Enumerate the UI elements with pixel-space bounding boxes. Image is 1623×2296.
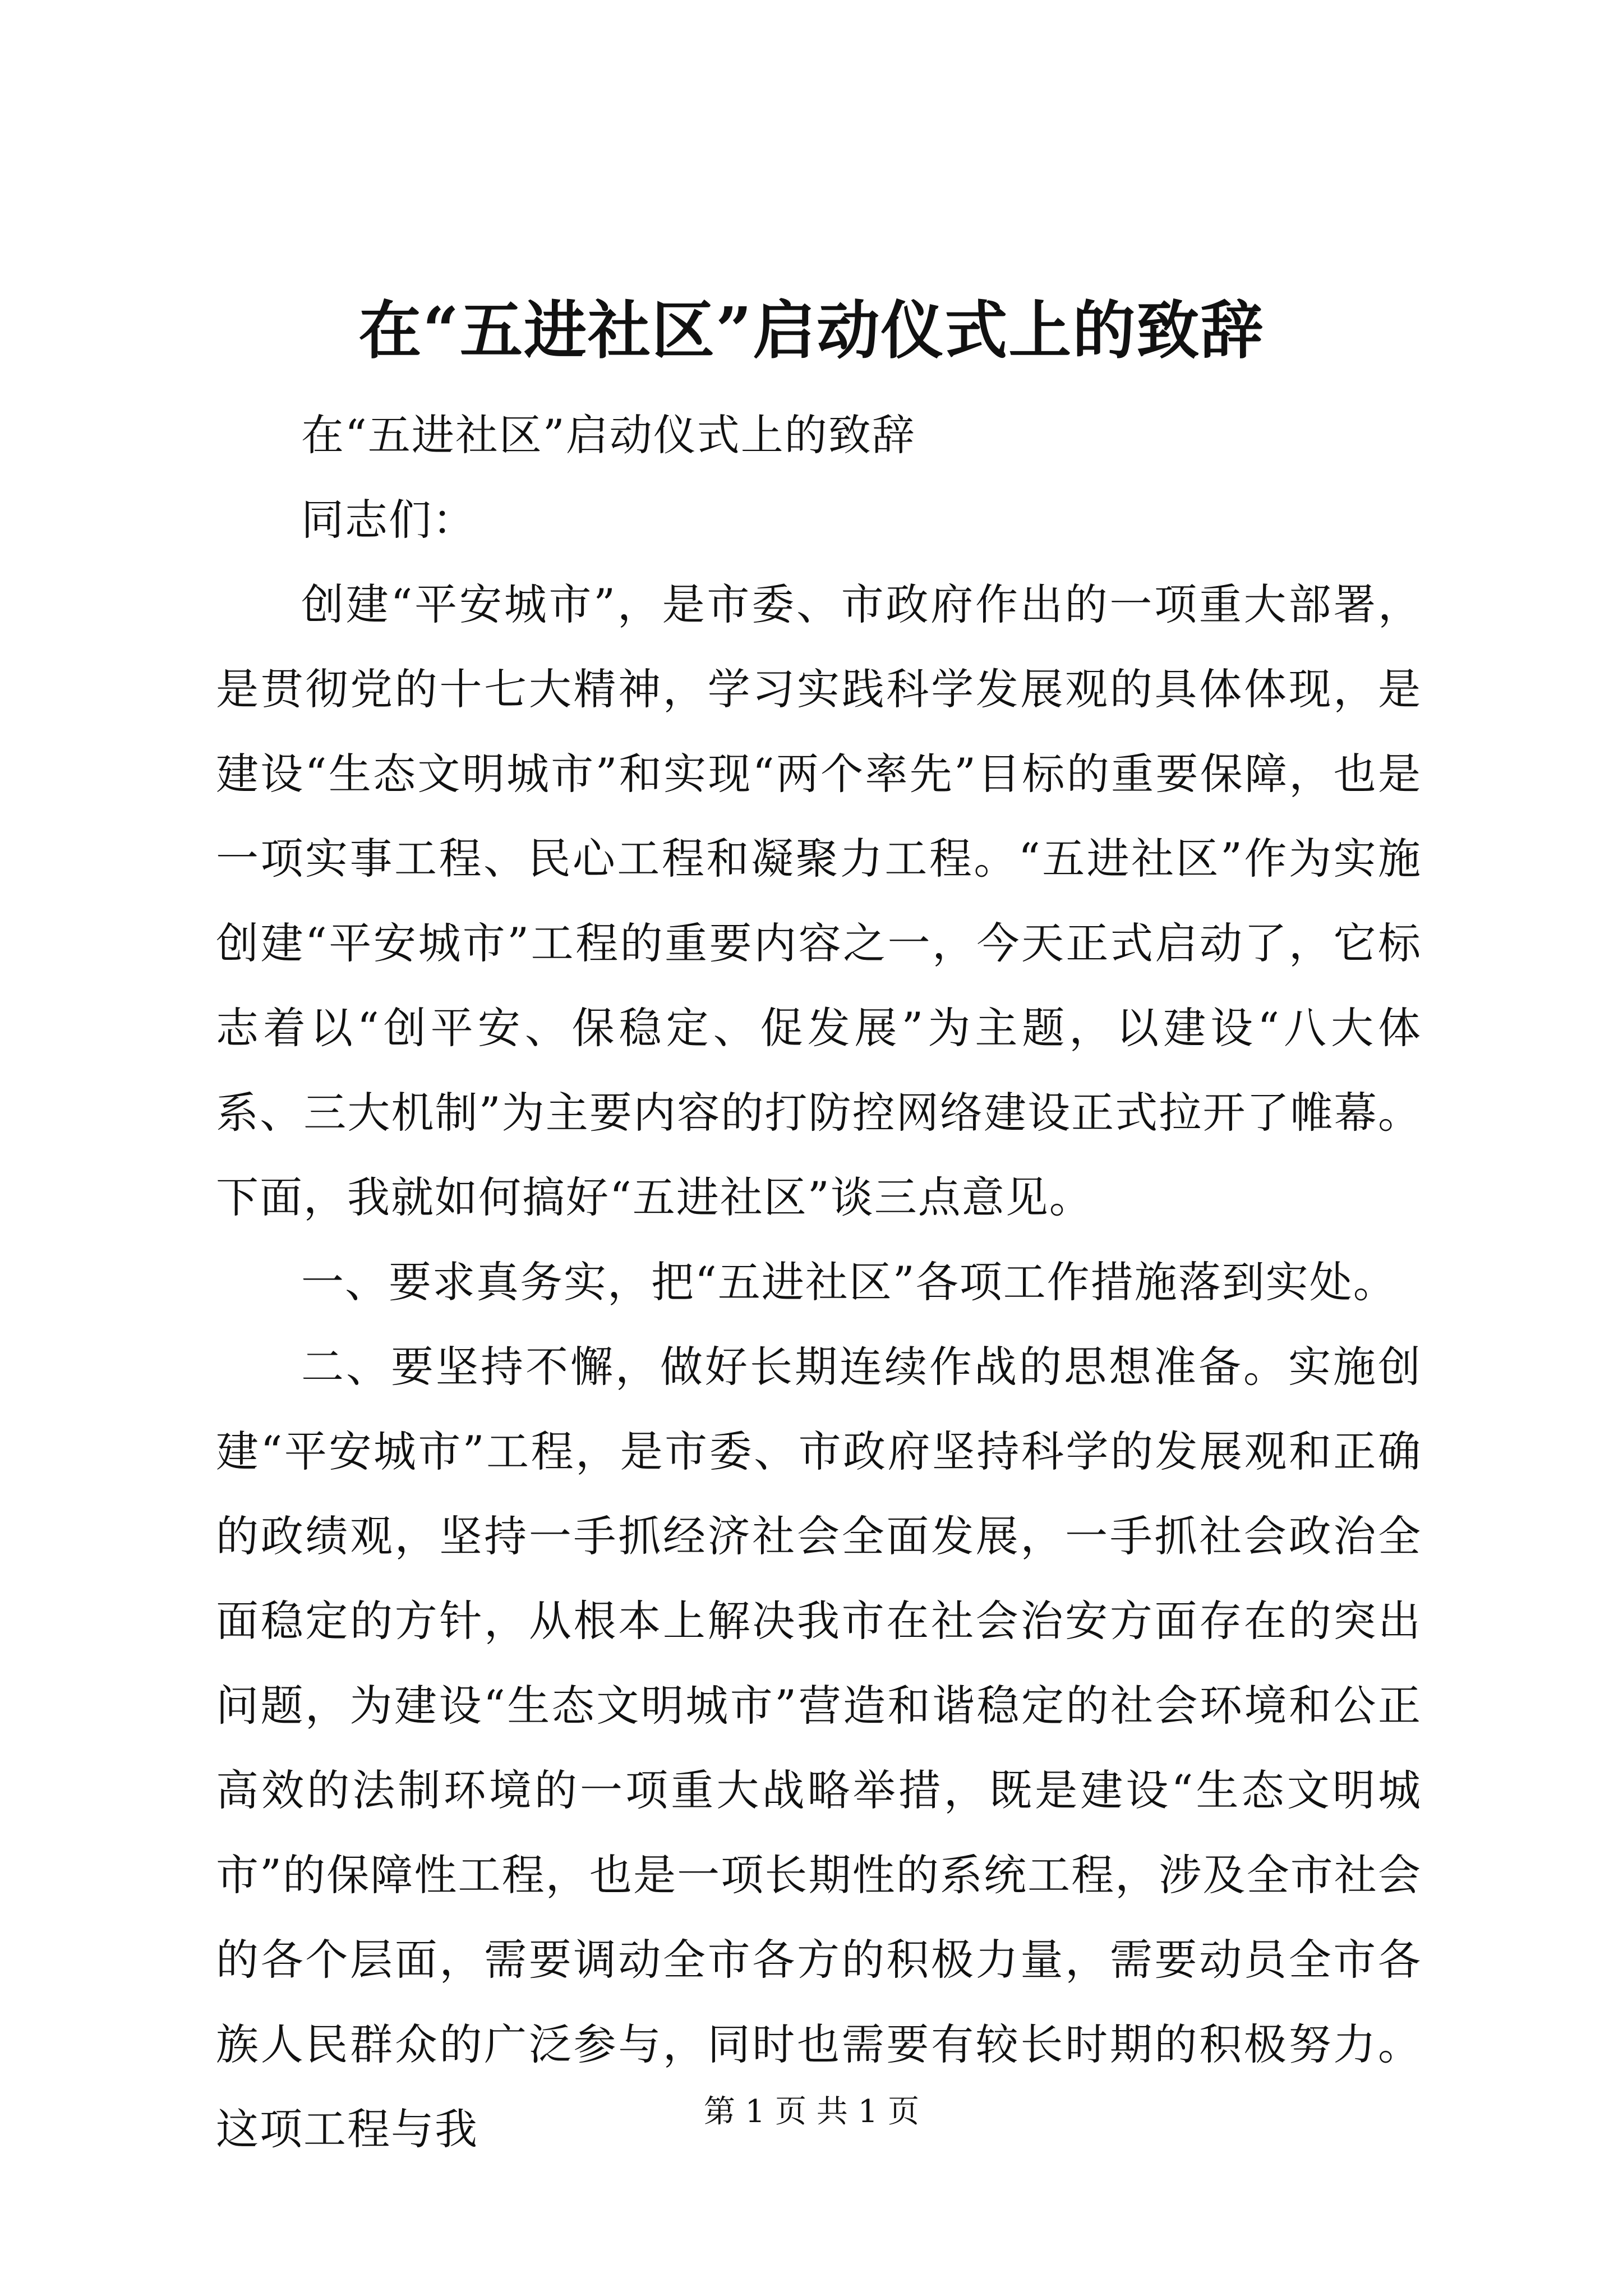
paragraph-point-two: 二、要坚持不懈，做好长期连续作战的思想准备。实施创建“平安城市”工程，是市委、市政府坚持科学的发展观和正确的政绩观，坚持一手抓经济社会全面发展，一手抓社会政治全面稳定的方针，从根本上解决我市在社会治安方面存在的突出问题，为建设“生态文明城市”营造和谐稳定的社会环境和公正高效的法制环境的一项重大战略举措，既是建设“生态文明城市”的保障性工程，也是一项长期性的系统工程，涉及全市社会的各个层面，需要调动全市各方的积极力量，需要动员全市各族人民群众的广泛参与，同时也需要有较长时期的积极努力。这项工程与我	[216, 1342, 1422, 2154]
paragraph-point-one: 一、要求真务实，把“五进社区”各项工作措施落到实处。	[301, 1257, 1397, 1307]
paragraph-subtitle: 在“五进社区”启动仪式上的致辞	[301, 410, 916, 460]
document-body	[216, 393, 1422, 2171]
paragraph-intro: 创建“平安城市”，是市委、市政府作出的一项重大部署，是贯彻党的十七大精神，学习实践科学发展观的具体体现，是建设“生态文明城市”和实现“两个率先”目标的重要保障，也是一项实事工程、民心工程和凝聚力工程。“五进社区”作为实施创建“平安城市”工程的重要内容之一，今天正式启动了，它标志着以“创平安、保稳定、促发展”为主题，以建设“八大体系、三大机制”为主要内容的打防控网络建设正式拉开了帷幕。下面，我就如何搞好“五进社区”谈三点意见。	[216, 579, 1422, 1222]
paragraph-salutation: 同志们：	[301, 495, 476, 545]
page-number-footer: 第 1 页 共 1 页	[703, 2093, 920, 2130]
document-title: 在“五进社区”启动仪式上的致辞	[358, 294, 1265, 367]
